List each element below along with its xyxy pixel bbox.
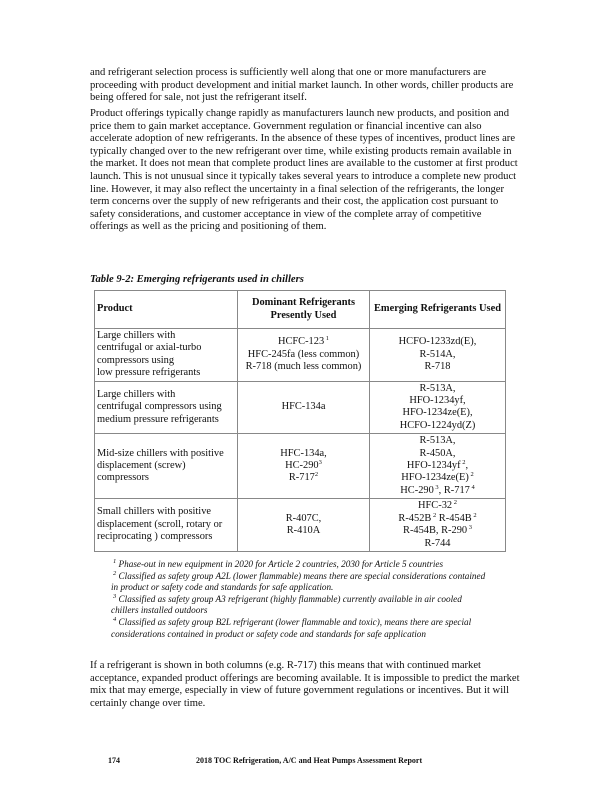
footnote-4 bbox=[111, 629, 525, 641]
refrigerant-entry bbox=[372, 361, 503, 373]
footnote-text: Classified as safety group A2L (lower flammable) means there are special considerations contained bbox=[118, 570, 486, 581]
refrigerant-name: HFO-1234ze(E) bbox=[401, 472, 469, 484]
footnote-text: Classified as safety group A3 refrigerant (highly flammable) currently available in air cooled bbox=[118, 593, 462, 604]
refrigerant-name: HC-290 bbox=[400, 484, 434, 496]
cell-line: displacement (scroll, rotary or bbox=[97, 518, 223, 530]
refrigerant-entry bbox=[240, 472, 367, 484]
refrigerant-entry bbox=[372, 538, 503, 550]
footnote-number: 2 bbox=[113, 569, 117, 577]
refrigerant-entry bbox=[372, 395, 503, 407]
footnote-ref: 4 bbox=[469, 483, 475, 491]
refrigerant-name: , bbox=[465, 460, 469, 472]
table-row bbox=[95, 499, 506, 552]
footnote-ref: 2 bbox=[468, 471, 474, 479]
refrigerant-name: R-454B bbox=[436, 512, 472, 524]
refrigerant-entry bbox=[240, 401, 367, 413]
cell-line: compressors bbox=[97, 472, 149, 484]
footnote-ref: 2 bbox=[314, 471, 319, 479]
cell-line: centrifugal compressors using bbox=[97, 401, 222, 413]
refrigerant-name: HFC-134a, bbox=[280, 447, 327, 459]
footnote-2 bbox=[113, 571, 525, 583]
refrigerant-name: HFO-1234yf, bbox=[409, 395, 466, 407]
refrigerant-name: R-407C, bbox=[285, 512, 322, 524]
refrigerant-name: , R-717 bbox=[438, 484, 470, 496]
cell-line: displacement (screw) bbox=[97, 460, 186, 472]
cell-dominant bbox=[238, 499, 370, 552]
refrigerant-entry bbox=[372, 448, 503, 460]
cell-line: Large chillers with bbox=[97, 330, 176, 341]
refrigerants-table bbox=[94, 290, 506, 552]
refrigerant-name: HCFO-1233zd(E), bbox=[398, 336, 477, 348]
refrigerant-name: HFC-32 bbox=[418, 500, 453, 512]
cell-line: Large chillers with bbox=[97, 388, 176, 400]
refrigerant-name: R-513A, bbox=[419, 382, 456, 394]
footnote-ref: 2 bbox=[452, 499, 457, 507]
refrigerant-entry bbox=[240, 513, 367, 525]
refrigerant-entry bbox=[240, 525, 367, 537]
cell-dominant bbox=[238, 434, 370, 499]
cell-product bbox=[95, 381, 238, 434]
footnote-text: Classified as safety group B2L refrigerant (lower flammable and toxic), means there are special bbox=[118, 616, 472, 627]
refrigerant-entry bbox=[372, 485, 503, 497]
refrigerant-name: HCFO-1224yd(Z) bbox=[399, 419, 476, 431]
cell-line: Small chillers with positive bbox=[97, 506, 211, 518]
body-paragraph-2: Product offerings typically change rapidly as manufacturers launch new products, and position and price them to gain market acceptance. Government regulation or financial incentive can also accelerate adoption of new refrigerants. In the absence of these types of incentives, product lines are typically changed over to the new refrigerant over time, while existing products remain available in the market. It does not mean that complete product lines are available to the customer at first product launch. This is not unusual since it typically takes several years to introduce a complete new product line. However, it may also reflect the uncertainty in a final selection of the refrigerants, the longer term concerns over the supply of new refrigerants and their cost, the application cost pursuant to safety considerations, and customer acceptance in view of the complete array of competitive offerings as well as the pricing and positioning of them. bbox=[90, 108, 518, 233]
refrigerant-entry bbox=[372, 500, 503, 512]
refrigerant-entry bbox=[372, 525, 503, 537]
footnote-text: considerations contained in product or safety code and standards for safe application bbox=[111, 628, 426, 639]
body-paragraph-1: and refrigerant selection process is sufficiently well along that one or more manufacturers are proceeding with product development and initial market launch. In other words, chiller products are being offered for sale, not just the refrigerant itself. bbox=[90, 67, 514, 104]
page-number: 174 bbox=[108, 756, 120, 765]
header-dominant: Dominant Refrigerants Presently Used bbox=[238, 291, 370, 329]
refrigerant-entry bbox=[372, 349, 503, 361]
body-paragraph-3: If a refrigerant is shown in both columns (e.g. R-717) this means that with continued market acceptance, expanded product offerings are becoming available. It is impossible to predict the market mix that may emerge, especially in view of future government regulations or incentives. But it will certainly change over time. bbox=[90, 660, 520, 709]
footnote-ref: 3 bbox=[433, 483, 439, 491]
table-row bbox=[95, 329, 506, 382]
cell-emerging bbox=[370, 434, 506, 499]
cell-line: centrifugal or axial-turbo bbox=[97, 342, 202, 354]
refrigerant-entry bbox=[372, 407, 503, 419]
header-product: Product bbox=[95, 291, 238, 329]
refrigerant-entry bbox=[372, 420, 503, 432]
refrigerant-entry bbox=[240, 448, 367, 460]
report-title-footer: 2018 TOC Refrigeration, A/C and Heat Pumps Assessment Report bbox=[196, 756, 423, 765]
cell-emerging bbox=[370, 381, 506, 434]
refrigerant-entry bbox=[240, 460, 367, 472]
footnote-text: chillers installed outdoors bbox=[111, 605, 208, 616]
header-emerging: Emerging Refrigerants Used bbox=[370, 291, 506, 329]
refrigerant-name: HFO-1234yf bbox=[406, 460, 461, 472]
table-footnotes bbox=[113, 559, 525, 640]
table-header-row bbox=[95, 291, 506, 329]
footnote-ref: 1 bbox=[324, 335, 330, 343]
footnote-3 bbox=[113, 594, 525, 606]
refrigerant-name: HCFC-123 bbox=[277, 336, 325, 348]
refrigerant-name: R-410A bbox=[286, 525, 321, 537]
cell-line: Mid-size chillers with positive bbox=[97, 447, 224, 459]
refrigerant-name: HFC-245fa (less common) bbox=[247, 348, 360, 360]
cell-product bbox=[95, 499, 238, 552]
cell-line: reciprocating ) compressors bbox=[97, 531, 213, 543]
cell-line: medium pressure refrigerants bbox=[97, 413, 219, 425]
refrigerant-name: R-452B bbox=[398, 512, 432, 524]
refrigerant-entry bbox=[372, 336, 503, 348]
table-row bbox=[95, 381, 506, 434]
footnote-2 bbox=[111, 582, 525, 594]
table-body bbox=[95, 329, 506, 552]
cell-line: low pressure refrigerants bbox=[97, 367, 201, 379]
refrigerant-entry bbox=[240, 361, 367, 373]
refrigerant-name: HFC-134a bbox=[281, 401, 326, 413]
footnote-4 bbox=[113, 617, 525, 629]
footnote-3 bbox=[111, 605, 525, 617]
cell-product bbox=[95, 329, 238, 382]
cell-dominant bbox=[238, 381, 370, 434]
refrigerant-entry bbox=[372, 435, 503, 447]
table-caption: Table 9-2: Emerging refrigerants used in chillers bbox=[90, 274, 304, 285]
cell-emerging bbox=[370, 499, 506, 552]
refrigerant-name: R-454B, R-290 bbox=[403, 525, 468, 537]
footnote-number: 1 bbox=[113, 558, 117, 565]
cell-dominant bbox=[238, 329, 370, 382]
footnote-number: 4 bbox=[113, 615, 117, 623]
refrigerant-name: R-718 bbox=[424, 361, 451, 373]
refrigerant-name: R-514A, bbox=[419, 348, 456, 360]
footnote-1 bbox=[113, 559, 525, 571]
cell-emerging bbox=[370, 329, 506, 382]
cell-product bbox=[95, 434, 238, 499]
footnote-text: in product or safety code and standards for safe application. bbox=[111, 582, 334, 593]
footnote-ref: 2 bbox=[471, 511, 477, 519]
footnote-ref: 3 bbox=[467, 524, 472, 532]
refrigerant-name: R-450A, bbox=[419, 447, 456, 459]
refrigerant-name: R-513A, bbox=[419, 435, 456, 447]
footnote-number: 3 bbox=[113, 592, 117, 600]
refrigerant-entry bbox=[372, 383, 503, 395]
refrigerant-entry bbox=[240, 336, 367, 348]
footnote-text: Phase-out in new equipment in 2020 for Article 2 countries, 2030 for Article 5 countries bbox=[118, 559, 444, 569]
refrigerant-name: HFO-1234ze(E), bbox=[402, 407, 473, 419]
footnote-ref: 2 bbox=[431, 511, 437, 519]
refrigerant-entry bbox=[372, 460, 503, 472]
refrigerant-name: HC-290 bbox=[285, 460, 319, 472]
footnote-ref: 3 bbox=[318, 459, 322, 467]
refrigerant-name: R-717 bbox=[288, 472, 315, 484]
refrigerant-entry bbox=[372, 513, 503, 525]
footnote-ref: 2 bbox=[460, 459, 466, 467]
refrigerant-name: R-718 (much less common) bbox=[245, 361, 362, 373]
cell-line: compressors using bbox=[97, 354, 175, 366]
refrigerant-name: R-744 bbox=[424, 537, 451, 549]
table-row bbox=[95, 434, 506, 499]
refrigerant-entry bbox=[240, 349, 367, 361]
